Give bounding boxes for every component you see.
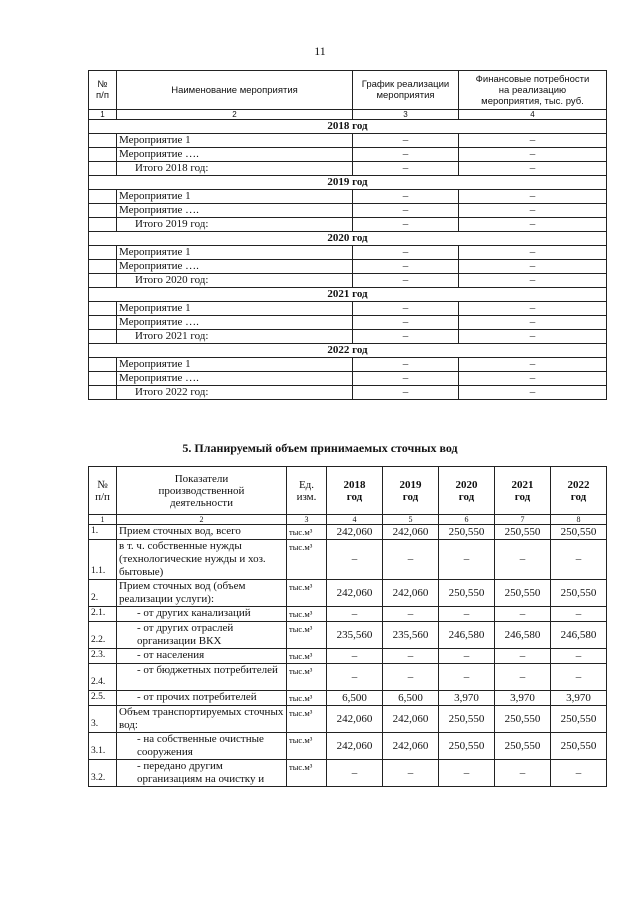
indicator-name: - передано другим организациям на очистку и <box>117 760 287 787</box>
column-number: 4 <box>327 515 383 525</box>
year-value: – <box>383 540 439 580</box>
year-value: – <box>551 649 607 664</box>
total-row <box>89 274 607 288</box>
year-value: – <box>439 664 495 691</box>
indicator-name: Объем транспортируемых сточных вод: <box>117 706 287 733</box>
measure-name: Мероприятие …. <box>117 148 353 162</box>
header-finance: Финансовые потребности на реализацию мероприятия, тыс. руб. <box>459 71 607 110</box>
year-value: 250,550 <box>495 733 551 760</box>
header-year: 2019 год <box>383 467 439 515</box>
year-label: 2022 год <box>89 344 607 358</box>
row-number: 2. <box>89 580 117 607</box>
page-number: 11 <box>314 44 326 58</box>
measure-name: Итого 2021 год: <box>117 330 353 344</box>
row-number-cell <box>89 330 117 344</box>
unit-cell: тыс.м³ <box>287 649 327 664</box>
year-value: 3,970 <box>439 691 495 706</box>
indicator-name: Прием сточных вод, всего <box>117 525 287 540</box>
year-value: – <box>495 540 551 580</box>
unit-cell: тыс.м³ <box>287 525 327 540</box>
table-row <box>89 525 607 540</box>
header-schedule: График реализации мероприятия <box>353 71 459 110</box>
measure-row <box>89 148 607 162</box>
year-value: – <box>495 664 551 691</box>
column-numbers-row <box>89 515 607 525</box>
year-value: – <box>495 607 551 622</box>
finance-value: – <box>459 148 607 162</box>
header-measure-name: Наименование мероприятия <box>117 71 353 110</box>
unit-cell: тыс.м³ <box>287 706 327 733</box>
row-number-cell <box>89 316 117 330</box>
year-value: 246,580 <box>551 622 607 649</box>
row-number: 2.2. <box>89 622 117 649</box>
column-number: 4 <box>459 110 607 120</box>
schedule-value: – <box>353 330 459 344</box>
year-label: 2021 год <box>89 288 607 302</box>
year-value: – <box>439 607 495 622</box>
year-value: – <box>327 649 383 664</box>
year-value: 242,060 <box>383 706 439 733</box>
finance-value: – <box>459 302 607 316</box>
year-value: 242,060 <box>383 525 439 540</box>
table-row <box>89 760 607 787</box>
year-value: 242,060 <box>383 580 439 607</box>
schedule-value: – <box>353 218 459 232</box>
measure-name: Мероприятие 1 <box>117 302 353 316</box>
schedule-value: – <box>353 190 459 204</box>
column-number: 7 <box>495 515 551 525</box>
header-indicator: Показатели производственной деятельности <box>117 467 287 515</box>
indicator-name: - от прочих потребителей <box>117 691 287 706</box>
row-number-cell <box>89 386 117 400</box>
finance-value: – <box>459 330 607 344</box>
measure-row <box>89 190 607 204</box>
finance-value: – <box>459 316 607 330</box>
finance-value: – <box>459 372 607 386</box>
measure-row <box>89 134 607 148</box>
unit-cell: тыс.м³ <box>287 664 327 691</box>
year-value: – <box>383 760 439 787</box>
year-value: 246,580 <box>495 622 551 649</box>
year-label: 2020 год <box>89 232 607 246</box>
unit-cell: тыс.м³ <box>287 580 327 607</box>
row-number-cell <box>89 162 117 176</box>
column-number: 5 <box>383 515 439 525</box>
row-number-cell <box>89 274 117 288</box>
measure-name: Мероприятие …. <box>117 204 353 218</box>
finance-value: – <box>459 274 607 288</box>
finance-value: – <box>459 358 607 372</box>
measure-name: Мероприятие 1 <box>117 190 353 204</box>
unit-cell: тыс.м³ <box>287 607 327 622</box>
finance-value: – <box>459 218 607 232</box>
schedule-value: – <box>353 162 459 176</box>
wastewater-table <box>88 466 607 787</box>
year-value: – <box>439 649 495 664</box>
table-row <box>89 664 607 691</box>
year-row <box>89 288 607 302</box>
year-value: – <box>327 664 383 691</box>
schedule-value: – <box>353 148 459 162</box>
row-number-cell <box>89 190 117 204</box>
column-number: 8 <box>551 515 607 525</box>
year-row <box>89 120 607 134</box>
unit-cell: тыс.м³ <box>287 540 327 580</box>
year-value: 6,500 <box>383 691 439 706</box>
row-number: 2.3. <box>89 649 117 664</box>
finance-value: – <box>459 386 607 400</box>
header-no: № п/п <box>89 71 117 110</box>
total-row <box>89 386 607 400</box>
measure-name: Мероприятие 1 <box>117 134 353 148</box>
year-value: 235,560 <box>327 622 383 649</box>
row-number-cell <box>89 246 117 260</box>
year-value: 250,550 <box>495 706 551 733</box>
year-value: 250,550 <box>439 733 495 760</box>
measure-name: Итого 2019 год: <box>117 218 353 232</box>
year-value: 250,550 <box>495 525 551 540</box>
row-number-cell <box>89 218 117 232</box>
row-number: 3.1. <box>89 733 117 760</box>
finance-value: – <box>459 260 607 274</box>
measure-row <box>89 302 607 316</box>
indicator-name: - на собственные очистные сооружения <box>117 733 287 760</box>
year-value: – <box>383 649 439 664</box>
header-year: 2021 год <box>495 467 551 515</box>
year-value: 250,550 <box>495 580 551 607</box>
table-row <box>89 691 607 706</box>
table-row <box>89 649 607 664</box>
column-number: 3 <box>287 515 327 525</box>
measure-row <box>89 316 607 330</box>
measure-name: Мероприятие …. <box>117 372 353 386</box>
year-value: 242,060 <box>327 580 383 607</box>
year-value: – <box>439 760 495 787</box>
year-value: 250,550 <box>551 733 607 760</box>
schedule-value: – <box>353 316 459 330</box>
year-label: 2018 год <box>89 120 607 134</box>
measure-row <box>89 372 607 386</box>
table-header-row <box>89 467 607 515</box>
table-row <box>89 540 607 580</box>
year-value: 3,970 <box>495 691 551 706</box>
schedule-value: – <box>353 372 459 386</box>
finance-value: – <box>459 162 607 176</box>
year-value: – <box>551 540 607 580</box>
schedule-value: – <box>353 134 459 148</box>
table-row <box>89 706 607 733</box>
table-row <box>89 580 607 607</box>
indicator-name: - от населения <box>117 649 287 664</box>
column-number: 1 <box>89 110 117 120</box>
year-value: – <box>495 649 551 664</box>
row-number-cell <box>89 148 117 162</box>
row-number-cell <box>89 260 117 274</box>
measure-name: Итого 2018 год: <box>117 162 353 176</box>
year-row <box>89 176 607 190</box>
row-number: 2.5. <box>89 691 117 706</box>
column-number: 2 <box>117 515 287 525</box>
schedule-value: – <box>353 386 459 400</box>
year-value: – <box>551 607 607 622</box>
column-numbers-row <box>89 110 607 120</box>
measure-name: Мероприятие …. <box>117 316 353 330</box>
year-value: – <box>551 760 607 787</box>
header-unit: Ед. изм. <box>287 467 327 515</box>
header-year: 2018 год <box>327 467 383 515</box>
row-number: 3.2. <box>89 760 117 787</box>
year-value: 242,060 <box>327 733 383 760</box>
finance-value: – <box>459 204 607 218</box>
year-value: 250,550 <box>439 706 495 733</box>
schedule-value: – <box>353 204 459 218</box>
table-header-row <box>89 71 607 110</box>
year-value: – <box>327 607 383 622</box>
measure-name: Итого 2022 год: <box>117 386 353 400</box>
measure-row <box>89 260 607 274</box>
year-value: 250,550 <box>551 706 607 733</box>
schedule-value: – <box>353 246 459 260</box>
year-value: 242,060 <box>327 525 383 540</box>
year-row <box>89 344 607 358</box>
row-number-cell <box>89 302 117 316</box>
year-value: – <box>327 760 383 787</box>
column-number: 6 <box>439 515 495 525</box>
row-number-cell <box>89 204 117 218</box>
row-number: 2.4. <box>89 664 117 691</box>
column-number: 1 <box>89 515 117 525</box>
schedule-value: – <box>353 302 459 316</box>
year-row <box>89 232 607 246</box>
row-number-cell <box>89 372 117 386</box>
year-value: 250,550 <box>551 580 607 607</box>
finance-value: – <box>459 134 607 148</box>
total-row <box>89 162 607 176</box>
year-value: 3,970 <box>551 691 607 706</box>
total-row <box>89 218 607 232</box>
table-row <box>89 622 607 649</box>
schedule-value: – <box>353 260 459 274</box>
row-number-cell <box>89 134 117 148</box>
indicator-name: - от других канализаций <box>117 607 287 622</box>
row-number: 1.1. <box>89 540 117 580</box>
total-row <box>89 330 607 344</box>
row-number: 3. <box>89 706 117 733</box>
finance-value: – <box>459 246 607 260</box>
finance-value: – <box>459 190 607 204</box>
unit-cell: тыс.м³ <box>287 733 327 760</box>
year-value: – <box>495 760 551 787</box>
year-value: 242,060 <box>383 733 439 760</box>
indicator-name: Прием сточных вод (объем реализации услуги): <box>117 580 287 607</box>
year-value: – <box>551 664 607 691</box>
row-number-cell <box>89 358 117 372</box>
row-number: 1. <box>89 525 117 540</box>
measure-row <box>89 204 607 218</box>
measure-row <box>89 358 607 372</box>
year-value: 6,500 <box>327 691 383 706</box>
year-value: – <box>383 664 439 691</box>
year-value: 246,580 <box>439 622 495 649</box>
measure-row <box>89 246 607 260</box>
table-row <box>89 733 607 760</box>
indicator-name: - от других отраслей организации ВКХ <box>117 622 287 649</box>
year-label: 2019 год <box>89 176 607 190</box>
column-number: 3 <box>353 110 459 120</box>
measure-name: Мероприятие …. <box>117 260 353 274</box>
column-number: 2 <box>117 110 353 120</box>
year-value: – <box>383 607 439 622</box>
year-value: 242,060 <box>327 706 383 733</box>
section-title: 5. Планируемый объем принимаемых сточных вод <box>182 441 458 455</box>
year-value: – <box>327 540 383 580</box>
header-year: 2022 год <box>551 467 607 515</box>
row-number: 2.1. <box>89 607 117 622</box>
measure-name: Итого 2020 год: <box>117 274 353 288</box>
indicator-name: в т. ч. собственные нужды (технологические нужды и хоз. бытовые) <box>117 540 287 580</box>
header-no: № п/п <box>89 467 117 515</box>
year-value: 250,550 <box>439 525 495 540</box>
unit-cell: тыс.м³ <box>287 760 327 787</box>
unit-cell: тыс.м³ <box>287 691 327 706</box>
year-value: 250,550 <box>551 525 607 540</box>
measures-table <box>88 70 607 400</box>
schedule-value: – <box>353 358 459 372</box>
measure-name: Мероприятие 1 <box>117 246 353 260</box>
table-row <box>89 607 607 622</box>
year-value: 235,560 <box>383 622 439 649</box>
indicator-name: - от бюджетных потребителей <box>117 664 287 691</box>
year-value: 250,550 <box>439 580 495 607</box>
year-value: – <box>439 540 495 580</box>
header-year: 2020 год <box>439 467 495 515</box>
unit-cell: тыс.м³ <box>287 622 327 649</box>
measure-name: Мероприятие 1 <box>117 358 353 372</box>
schedule-value: – <box>353 274 459 288</box>
